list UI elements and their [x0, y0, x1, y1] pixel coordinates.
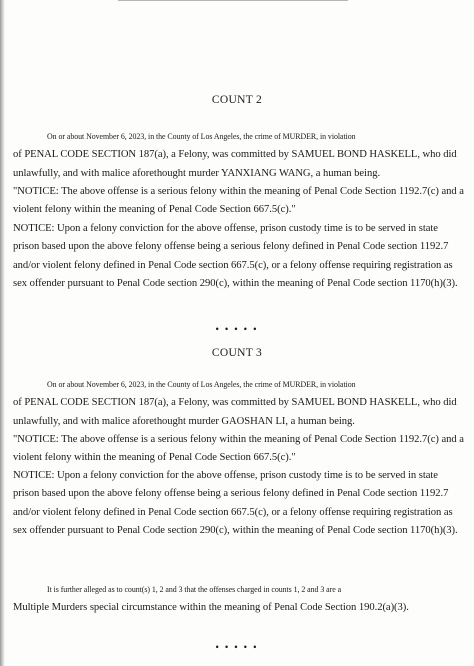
count-3-heading: COUNT 3 [211, 347, 263, 359]
multiple-murders-allegation [13, 581, 465, 618]
paragraph-line: of PENAL CODE SECTION 187(a), a Felony, was committed by SAMUEL BOND HASKELL, who did [13, 397, 457, 409]
paragraph-line: prison based upon the above felony offense being a serious felony defined in Penal Code section 1192.7 [13, 488, 449, 500]
paragraph-line: violent felony within the meaning of Penal Code Section 667.5(c)." [13, 204, 296, 216]
count-3-charge-paragraph [13, 376, 465, 431]
count-3-notice-prison-custody [13, 467, 465, 540]
paragraph-line: and/or violent felony defined in Penal Code section 667.5(c), or a felony offense requiring registration as [13, 259, 453, 271]
paragraph-line: unlawfully, and with malice aforethought murder GAOSHAN LI, a human being. [13, 415, 355, 427]
paragraph-line: On or about November 6, 2023, in the County of Los Angeles, the crime of MURDER, in violation [47, 132, 356, 141]
paragraph-line: prison based upon the above felony offense being a serious felony defined in Penal Code section 1192.7 [13, 241, 449, 253]
section-separator: • • • • • [215, 642, 259, 652]
paragraph-line: of PENAL CODE SECTION 187(a), a Felony, was committed by SAMUEL BOND HASKELL, who did [13, 149, 457, 161]
count-2-notice-serious-felony [13, 183, 465, 220]
count-2-heading: COUNT 2 [211, 94, 263, 106]
paragraph-line: sex offender pursuant to Penal Code section 290(c), within the meaning of Penal Code section 1170(h)(3). [13, 524, 458, 536]
paragraph-line: On or about November 6, 2023, in the County of Los Angeles, the crime of MURDER, in violation [47, 380, 356, 389]
count-2-notice-prison-custody [13, 220, 465, 293]
paragraph-line: It is further alleged as to count(s) 1, 2 and 3 that the offenses charged in counts 1, 2 and 3 are a [47, 585, 342, 594]
paragraph-line: and/or violent felony defined in Penal Code section 667.5(c), or a felony offense requiring registration as [13, 506, 453, 518]
top-scan-mark [118, 0, 348, 11]
paragraph-line: NOTICE: Upon a felony conviction for the above offense, prison custody time is to be served in state [13, 470, 438, 481]
paragraph-line: unlawfully, and with malice aforethought murder YANXIANG WANG, a human being. [13, 167, 381, 179]
paragraph-line: violent felony within the meaning of Penal Code Section 667.5(c)." [13, 452, 296, 464]
count-3-notice-serious-felony [13, 431, 465, 468]
count-2-charge-paragraph [13, 128, 465, 183]
paragraph-line: sex offender pursuant to Penal Code section 290(c), within the meaning of Penal Code section 1170(h)(3). [13, 277, 458, 289]
paragraph-line: Multiple Murders special circumstance within the meaning of Penal Code Section 190.2(a)(3). [13, 602, 409, 614]
paragraph-line: "NOTICE: The above offense is a serious felony within the meaning of Penal Code Section 1192.7(c) and a [13, 434, 464, 445]
section-separator: • • • • • [215, 324, 259, 334]
paragraph-line: NOTICE: Upon a felony conviction for the above offense, prison custody time is to be served in state [13, 223, 438, 234]
paragraph-line: "NOTICE: The above offense is a serious felony within the meaning of Penal Code Section 1192.7(c) and a [13, 186, 464, 197]
